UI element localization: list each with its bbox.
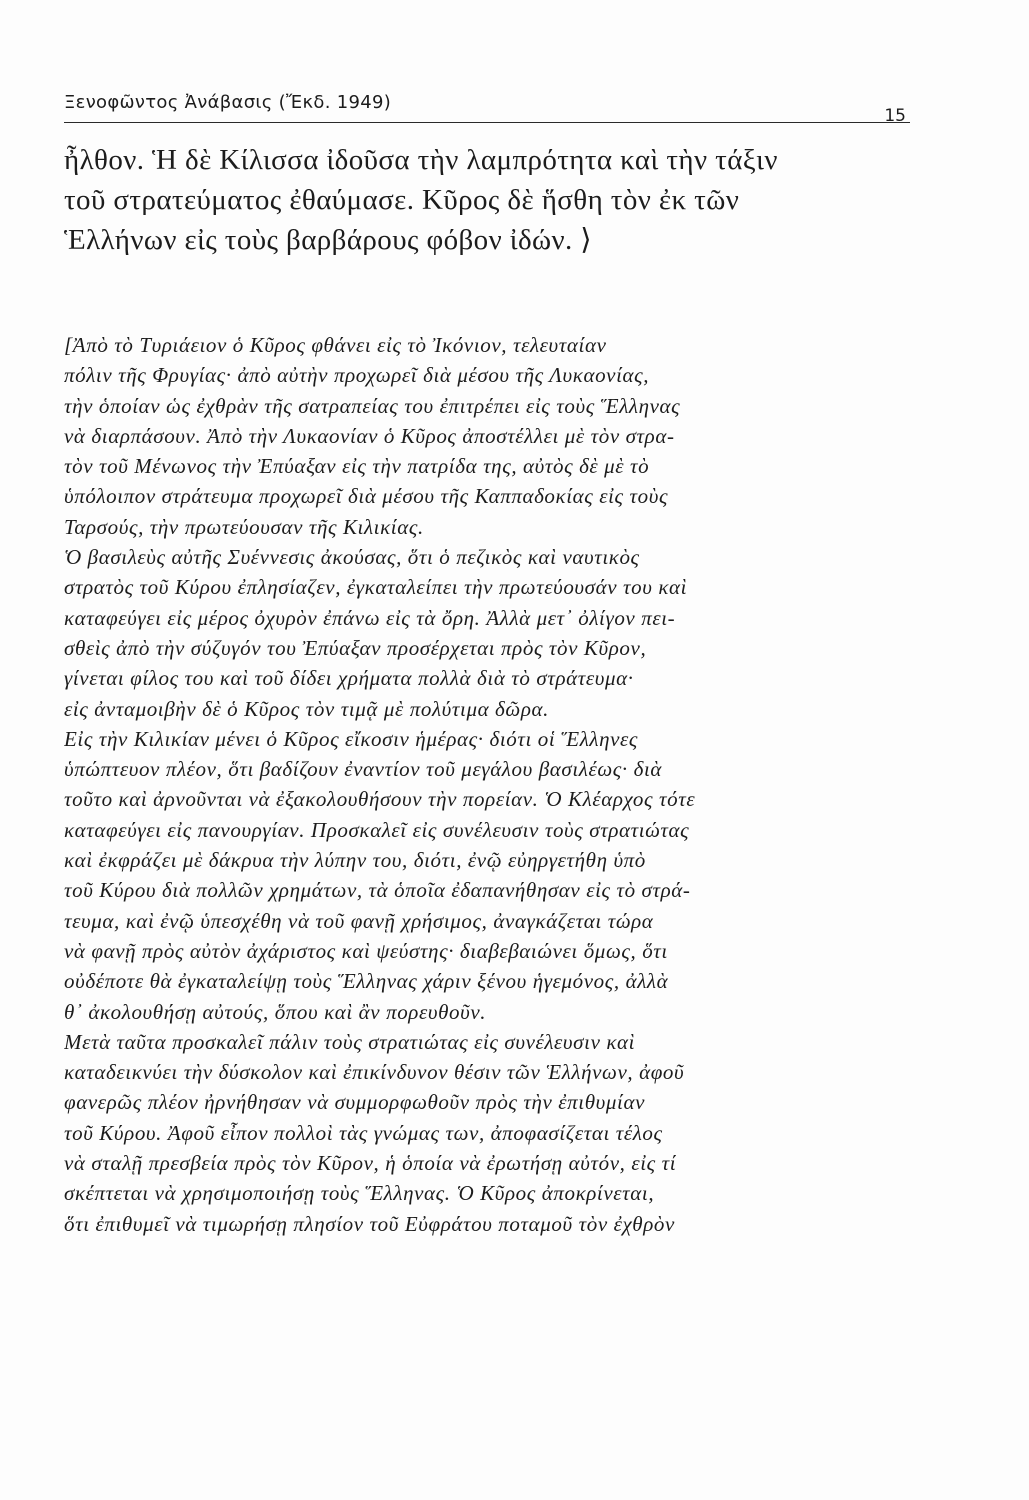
text-line: τοῦ Κύρου. Ἀφοῦ εἶπον πολλοὶ τὰς γνώμας των, ἀποφασίζεται τέλος bbox=[64, 1120, 663, 1145]
text-line: πόλιν τῆς Φρυγίας· ἀπὸ αὐτὴν προχωρεῖ διὰ μέσου τῆς Λυκαονίας, bbox=[64, 363, 650, 388]
text-line: εἰς ἀνταμοιβὴν δὲ ὁ Κῦρος τὸν τιμᾷ μὲ πολύτιμα δῶρα. bbox=[64, 696, 549, 721]
text-line: νὰ φανῇ πρὸς αὐτὸν ἀχάριστος καὶ ψεύστης· διαβεβαιώνει ὅμως, ὅτι bbox=[64, 938, 668, 963]
text-line: ὑπώπτευον πλέον, ὅτι βαδίζουν ἐναντίον τοῦ μεγάλου βασιλέως· διὰ bbox=[64, 757, 663, 782]
page-header bbox=[64, 88, 910, 126]
summary-text bbox=[64, 330, 910, 1239]
text-line: νὰ διαρπάσουν. Ἀπὸ τὴν Λυκαονίαν ὁ Κῦρος ἀποστέλλει μὲ τὸν στρα- bbox=[64, 423, 675, 448]
text-line: θ᾽ ἀκολουθήσῃ αὐτούς, ὅπου καὶ ἂν πορευθοῦν. bbox=[64, 999, 487, 1024]
text-line: Ἑλλήνων εἰς τοὺς βαρβάρους φόβον ἰδών. ⟩ bbox=[64, 224, 593, 256]
text-line: τοῦ στρατεύματος ἐθαύμασε. Κῦρος δὲ ἥσθη τὸν ἐκ τῶν bbox=[64, 184, 740, 216]
text-line: [Ἀπὸ τὸ Τυριάειον ὁ Κῦρος φθάνει εἰς τὸ Ἰκόνιον, τελευταίαν bbox=[64, 333, 607, 357]
text-line: καὶ ἐκφράζει μὲ δάκρυα τὴν λύπην του, διότι, ἐνῷ εὐηργετήθη ὑπὸ bbox=[64, 848, 646, 873]
text-line: φανερῶς πλέον ἠρνήθησαν νὰ συμμορφωθοῦν πρὸς τὴν ἐπιθυμίαν bbox=[64, 1090, 645, 1115]
text-line: ὑπόλοιπον στράτευμα προχωρεῖ διὰ μέσου τῆς Καππαδοκίας εἰς τοὺς bbox=[64, 484, 669, 509]
text-line: νὰ σταλῇ πρεσβεία πρὸς τὸν Κῦρον, ἡ ὁποία νὰ ἐρωτήσῃ αὐτόν, εἰς τί bbox=[64, 1151, 677, 1176]
text-line: καταφεύγει εἰς μέρος ὀχυρὸν ἐπάνω εἰς τὰ ὄρη. Ἀλλὰ μετ᾽ ὀλίγον πει- bbox=[64, 605, 676, 630]
text-line: στρατὸς τοῦ Κύρου ἐπλησίαζεν, ἐγκαταλείπει τὴν πρωτεύουσάν του καὶ bbox=[64, 575, 688, 600]
text-line: τὸν τοῦ Μένωνος τὴν Ἐπύαξαν εἰς τὴν πατρίδα της, αὐτὸς δὲ μὲ τὸ bbox=[64, 454, 650, 479]
text-line: Ὁ βασιλεὺς αὐτῆς Συέννεσις ἀκούσας, ὅτι ὁ πεζικὸς καὶ ναυτικὸς bbox=[64, 545, 640, 570]
text-line: σκέπτεται νὰ χρησιμοποιήσῃ τοὺς Ἕλληνας. Ὁ Κῦρος ἀποκρίνεται, bbox=[64, 1181, 655, 1206]
opening-text bbox=[64, 140, 910, 260]
page-number: 15 bbox=[884, 106, 906, 126]
text-line: καταφεύγει εἰς πανουργίαν. Προσκαλεῖ εἰς συνέλευσιν τοὺς στρατιώτας bbox=[64, 817, 690, 842]
text-line: οὐδέποτε θὰ ἐγκαταλείψῃ τοὺς Ἕλληνας χάριν ξένου ἡγεμόνος, ἀλλὰ bbox=[64, 969, 669, 994]
text-line: ὅτι ἐπιθυμεῖ νὰ τιμωρήσῃ πλησίον τοῦ Εὐφράτου ποταμοῦ τὸν ἐχθρὸν bbox=[64, 1211, 675, 1236]
text-line: τοῦτο καὶ ἀρνοῦνται νὰ ἐξακολουθήσουν τὴν πορείαν. Ὁ Κλέαρχος τότε bbox=[64, 787, 696, 812]
text-line: καταδεικνύει τὴν δύσκολον καὶ ἐπικίνδυνον θέσιν τῶν Ἑλλήνων, ἀφοῦ bbox=[64, 1060, 685, 1085]
text-line: Ταρσούς, τὴν πρωτεύουσαν τῆς Κιλικίας. bbox=[64, 514, 424, 539]
text-line: Εἰς τὴν Κιλικίαν μένει ὁ Κῦρος εἴκοσιν ἡμέρας· διότι οἱ Ἕλληνες bbox=[64, 726, 639, 751]
text-line: τὴν ὁποίαν ὡς ἐχθρὰν τῆς σατραπείας του ἐπιτρέπει εἰς τοὺς Ἕλληνας bbox=[64, 393, 681, 418]
text-line: γίνεται φίλος του καὶ τοῦ δίδει χρήματα πολλὰ διὰ τὸ στράτευμα· bbox=[64, 666, 634, 691]
text-line: τευμα, καὶ ἐνῷ ὑπεσχέθη νὰ τοῦ φανῇ χρήσιμος, ἀναγκάζεται τώρα bbox=[64, 908, 654, 933]
text-line: Μετὰ ταῦτα προσκαλεῖ πάλιν τοὺς στρατιώτας εἰς συνέλευσιν καὶ bbox=[64, 1029, 636, 1054]
running-title: Ξενοφῶντος Ἀνάβασις (Ἔκδ. 1949) bbox=[64, 92, 392, 113]
text-line: τοῦ Κύρου διὰ πολλῶν χρημάτων, τὰ ὁποῖα ἐδαπανήθησαν εἰς τὸ στρά- bbox=[64, 878, 691, 903]
text-line: σθεὶς ἀπὸ τὴν σύζυγόν του Ἐπύαξαν προσέρχεται πρὸς τὸν Κῦρον, bbox=[64, 635, 647, 660]
text-line: ἦλθον. Ἡ δὲ Κίλισσα ἰδοῦσα τὴν λαμπρότητα καὶ τὴν τάξιν bbox=[64, 144, 778, 176]
